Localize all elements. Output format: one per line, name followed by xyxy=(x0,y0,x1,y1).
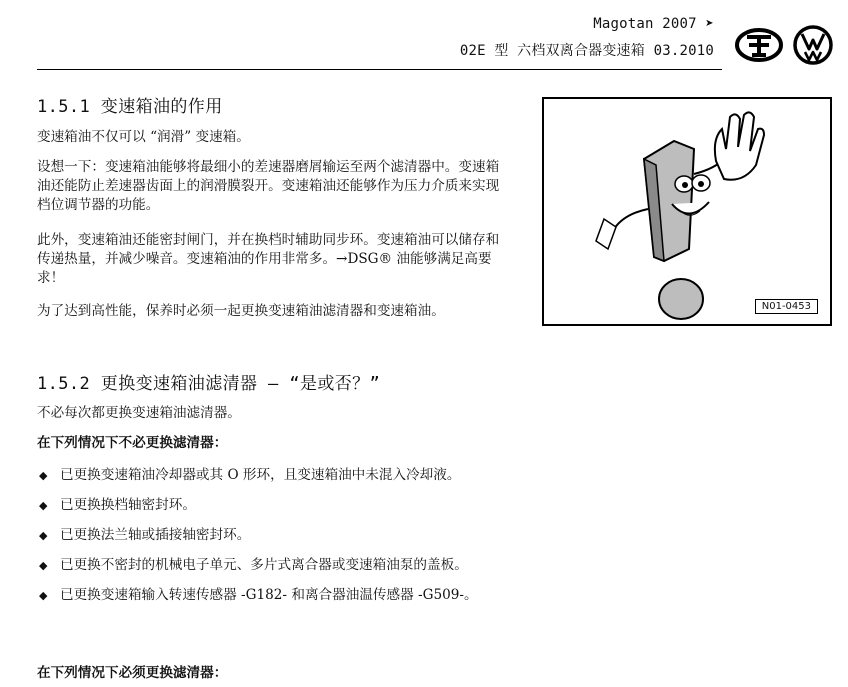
header-document-line: 02E 型 六档双离合器变速箱 03.2010 xyxy=(459,43,714,59)
bullet-icon: ◆ xyxy=(39,559,48,572)
list-item: ◆ 已更换变速箱输入转速传感器 -G182- 和离合器油温传感器 -G509-。 xyxy=(39,587,478,603)
section-title-1-5-1: 1.5.1 变速箱油的作用 xyxy=(37,97,223,117)
paragraph-4: 为了达到高性能，保养时必须一起更换变速箱油滤清器和变速箱油。 xyxy=(37,303,445,319)
bullet-icon: ◆ xyxy=(39,499,48,512)
faw-logo-icon xyxy=(737,30,781,60)
bullet-icon: ◆ xyxy=(39,589,48,602)
list-item: ◆ 已更换换档轴密封环。 xyxy=(39,497,196,513)
replace-heading: 在下列情况下必须更换滤清器： xyxy=(37,665,228,681)
header-model-line: Magotan 2007 ➤ xyxy=(593,16,714,32)
list-item: ◆ 已更换变速箱油冷却器或其 O 形环，且变速箱油中未混入冷却液。 xyxy=(39,467,461,483)
paragraph-2: 设想一下：变速箱油能够将最细小的差速器磨屑输运至两个滤清器中。变速箱油还能防止差速器齿面上的润滑膜裂开。变速箱油还能够作为压力介质来实现档位调节器的功能。 xyxy=(37,159,500,213)
list-item: ◆ 已更换法兰轴或插接轴密封环。 xyxy=(39,527,251,543)
list-item: ◆ 已更换不密封的机械电子单元、多片式离合器或变速箱油泵的盖板。 xyxy=(39,557,468,573)
no-replace-list xyxy=(37,466,507,616)
brand-logos xyxy=(735,25,833,65)
section-title-1-5-2: 1.5.2 更换变速箱油滤清器 – “是或否？” xyxy=(37,374,381,394)
illustration-figure xyxy=(542,97,832,326)
header-divider xyxy=(37,69,722,70)
figure-number: N01-0453 xyxy=(755,299,818,314)
paragraph-3: 此外，变速箱油还能密封闸门，并在换档时辅助同步环。变速箱油可以储存和传递热量，并减少噪音。变速箱油的作用非常多。→DSG® 油能够满足高要求！ xyxy=(37,232,500,286)
paragraph-1: 变速箱油不仅可以 “润滑” 变速箱。 xyxy=(37,129,250,145)
bullet-icon: ◆ xyxy=(39,529,48,542)
no-replace-heading: 在下列情况下不必更换滤清器： xyxy=(37,435,228,451)
bullet-icon: ◆ xyxy=(39,469,48,482)
volkswagen-logo-icon xyxy=(795,27,831,63)
section2-intro: 不必每次都更换变速箱油滤清器。 xyxy=(37,405,241,421)
exclamation-mascot-icon xyxy=(544,99,830,324)
